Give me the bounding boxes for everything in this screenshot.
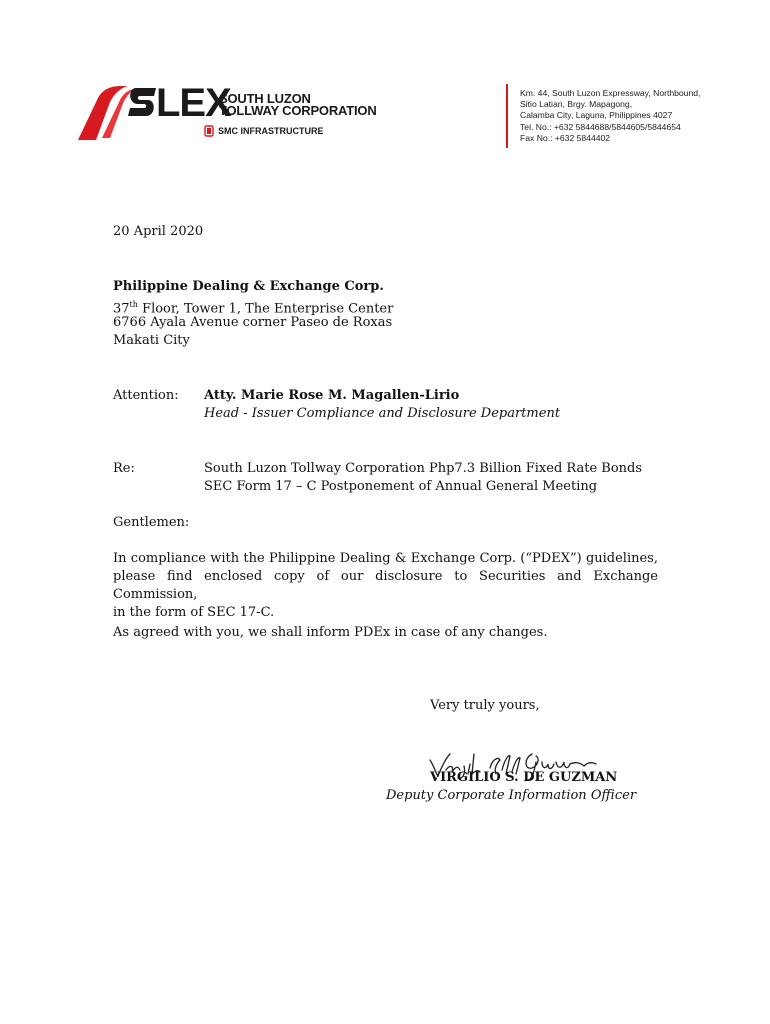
address-line: Sitio Latian, Brgy. Mapagong, <box>520 99 633 110</box>
letterhead-divider <box>506 84 508 148</box>
paragraph-line: In compliance with the Philippine Dealing & Exchange Corp. (“PDEX”) guidelines, <box>113 551 658 566</box>
logo-swoosh-shape <box>78 86 128 140</box>
re-line1: South Luzon Tollway Corporation Php7.3 Billion Fixed Rate Bonds <box>204 461 643 476</box>
attention-label: Attention: <box>113 388 179 403</box>
company-name-line2: TOLLWAY CORPORATION <box>219 103 377 118</box>
body-paragraph-1 <box>113 550 658 622</box>
paragraph-line: in the form of SEC 17-C. <box>113 605 275 620</box>
address-line: Km. 44, South Luzon Expressway, Northbound, <box>520 88 701 98</box>
logo-s-shape <box>128 88 156 116</box>
re-label: Re: <box>113 461 135 476</box>
body-paragraph-2: As agreed with you, we shall inform PDEx in case of any changes. <box>113 625 548 640</box>
floor-number: 37 <box>113 301 130 317</box>
recipient-name: Philippine Dealing & Exchange Corp. <box>113 279 384 294</box>
signatory-name: VIRGILIO S. DE GUZMAN <box>430 770 618 785</box>
re-line2: SEC Form 17 – C Postponement of Annual General Meeting <box>204 479 598 494</box>
signatory-title: Deputy Corporate Information Officer <box>386 788 637 803</box>
attention-title: Head - Issuer Compliance and Disclosure Department <box>204 406 561 421</box>
letter-date: 20 April 2020 <box>113 224 204 239</box>
recipient-address-line2: 6766 Ayala Avenue corner Paseo de Roxas <box>113 315 393 330</box>
parent-company-label: SMC INFRASTRUCTURE <box>218 126 324 136</box>
company-name-line1: SOUTH LUZON <box>219 91 311 106</box>
smc-emblem-icon <box>204 125 214 137</box>
smc-infrastructure-brand <box>204 125 324 137</box>
logo-lex-text: LEX <box>156 81 231 125</box>
floor-rest: Floor, Tower 1, The Enterprise Center <box>137 301 394 317</box>
tel-line: Tel. No.: +632 5844688/5844605/5844654 <box>520 121 681 132</box>
company-address <box>520 88 700 144</box>
fax-line: Fax No.: +632 5844402 <box>520 132 611 143</box>
attention-name: Atty. Marie Rose M. Magallen-Lirio <box>204 388 460 403</box>
company-name <box>219 93 377 117</box>
closing: Very truly yours, <box>430 698 540 713</box>
paragraph-line: please find enclosed copy of our disclosure to Securities and Exchange Commission, <box>113 569 658 602</box>
recipient-address-line3: Makati City <box>113 333 190 348</box>
address-line: Calamba City, Laguna, Philippines 4027 <box>520 110 673 121</box>
floor-suffix: th <box>129 300 138 309</box>
salutation: Gentlemen: <box>113 515 190 530</box>
